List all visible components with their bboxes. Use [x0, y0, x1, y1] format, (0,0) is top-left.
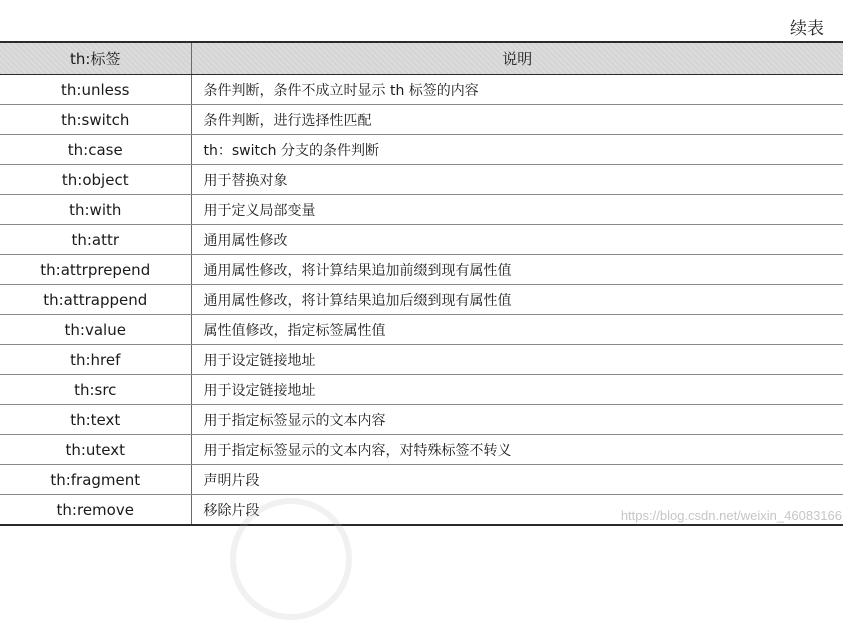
thymeleaf-attributes-table — [0, 41, 843, 526]
table-row — [0, 345, 843, 375]
table-row — [0, 435, 843, 465]
table-row — [0, 405, 843, 435]
description-cell: 条件判断，进行选择性匹配 — [191, 105, 843, 135]
table-row — [0, 285, 843, 315]
attribute-name-cell: th:unless — [0, 75, 191, 105]
header-description: 说明 — [191, 42, 843, 75]
description-cell: 用于指定标签显示的文本内容 — [191, 405, 843, 435]
attribute-name-cell: th:attrappend — [0, 285, 191, 315]
attribute-name-cell: th:switch — [0, 105, 191, 135]
attribute-name-cell: th:case — [0, 135, 191, 165]
description-cell: 用于指定标签显示的文本内容，对特殊标签不转义 — [191, 435, 843, 465]
description-cell: 通用属性修改，将计算结果追加后缀到现有属性值 — [191, 285, 843, 315]
description-cell: 用于定义局部变量 — [191, 195, 843, 225]
attribute-name-cell: th:attrprepend — [0, 255, 191, 285]
watermark-url: https://blog.csdn.net/weixin_46083166 — [620, 508, 842, 523]
attribute-name-cell: th:value — [0, 315, 191, 345]
table-row — [0, 315, 843, 345]
attribute-name-cell: th:with — [0, 195, 191, 225]
header-row — [0, 42, 843, 75]
description-cell: 条件判断，条件不成立时显示 th 标签的内容 — [191, 75, 843, 105]
table-row — [0, 375, 843, 405]
attribute-name-cell: th:text — [0, 405, 191, 435]
attribute-name-cell: th:href — [0, 345, 191, 375]
table-row — [0, 225, 843, 255]
description-cell: 用于替换对象 — [191, 165, 843, 195]
description-cell: 移除片段 — [191, 495, 843, 526]
attribute-name-cell: th:src — [0, 375, 191, 405]
table-row — [0, 105, 843, 135]
attribute-name-cell: th:object — [0, 165, 191, 195]
description-cell: 用于设定链接地址 — [191, 375, 843, 405]
table-header — [0, 42, 843, 75]
attribute-name-cell: th:fragment — [0, 465, 191, 495]
attribute-name-cell: th:remove — [0, 495, 191, 526]
table-row — [0, 195, 843, 225]
description-cell: 用于设定链接地址 — [191, 345, 843, 375]
description-cell: 属性值修改，指定标签属性值 — [191, 315, 843, 345]
table-row — [0, 165, 843, 195]
table-row — [0, 255, 843, 285]
description-cell: 声明片段 — [191, 465, 843, 495]
header-attribute: th:标签 — [0, 42, 191, 75]
attribute-name-cell: th:attr — [0, 225, 191, 255]
table-row — [0, 75, 843, 105]
description-cell: 通用属性修改 — [191, 225, 843, 255]
description-cell: 通用属性修改，将计算结果追加前缀到现有属性值 — [191, 255, 843, 285]
description-cell: th：switch 分支的条件判断 — [191, 135, 843, 165]
continued-label: 续表 — [790, 19, 824, 39]
table-body — [0, 75, 843, 526]
table-row — [0, 465, 843, 495]
table-row — [0, 135, 843, 165]
attribute-name-cell: th:utext — [0, 435, 191, 465]
